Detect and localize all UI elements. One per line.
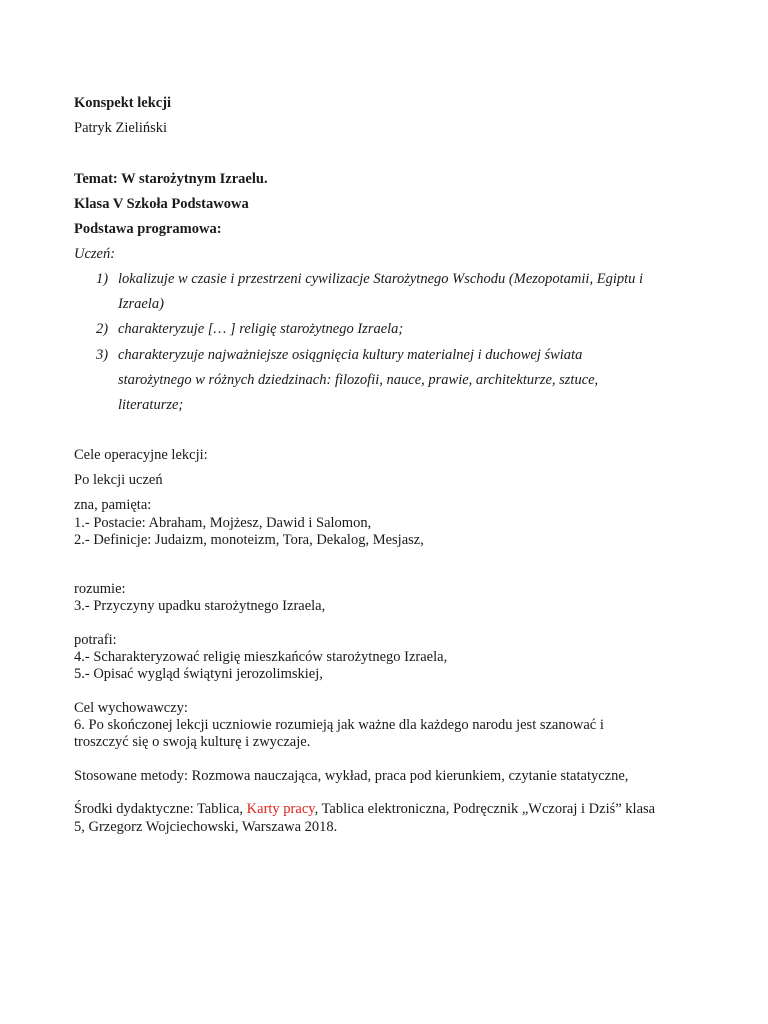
operational-goals-heading: Cele operacyjne lekcji: [74, 447, 208, 463]
objective-line: Izraela) [118, 296, 164, 312]
can-item: 5.- Opisać wygląd świątyni jerozolimskiej, [74, 666, 323, 682]
teaching-means-prefix: Środki dydaktyczne: Tablica, [74, 801, 247, 817]
doc-title: Konspekt lekcji [74, 95, 172, 111]
teaching-means-suffix: , Tablica elektroniczna, Podręcznik „Wczoraj i Dziś” klasa [314, 801, 656, 817]
educational-goal-line: troszczyć się o swoją kulturę i zwyczaje. [74, 734, 311, 750]
teaching-means-line [74, 800, 655, 818]
lesson-topic: Temat: W starożytnym Izraelu. [74, 171, 268, 187]
methods-line: Stosowane metody: Rozmowa nauczająca, wykład, praca pod kierunkiem, czytanie statatyczne, [74, 768, 629, 784]
objective-line: charakteryzuje [… ] religię starożytnego Izraela; [118, 321, 404, 337]
teaching-means-line-2: 5, Grzegorz Wojciechowski, Warszawa 2018. [74, 819, 338, 835]
knows-heading: zna, pamięta: [74, 497, 152, 513]
class-level: Klasa V Szkoła Podstawowa [74, 196, 249, 212]
worksheets-highlight: Karty pracy [246, 801, 315, 817]
understands-item: 3.- Przyczyny upadku starożytnego Izraela, [74, 598, 326, 614]
educational-goal-line: 6. Po skończonej lekcji uczniowie rozumieją jak ważne dla każdego narodu jest szanować i [74, 717, 604, 733]
doc-author: Patryk Zieliński [74, 120, 168, 136]
objective-number: 1) [96, 271, 109, 287]
objective-line: literaturze; [118, 397, 184, 413]
educational-goal-heading: Cel wychowawczy: [74, 700, 188, 716]
curriculum-heading: Podstawa programowa: [74, 221, 222, 237]
can-item: 4.- Scharakteryzować religię mieszkańców starożytnego Izraela, [74, 649, 448, 665]
can-heading: potrafi: [74, 632, 117, 648]
understands-heading: rozumie: [74, 581, 126, 597]
objective-line: starożytnego w różnych dziedzinach: filozofii, nauce, prawie, architekturze, sztuce, [118, 372, 599, 388]
objective-line: lokalizuje w czasie i przestrzeni cywilizacje Starożytnego Wschodu (Mezopotamii, Egiptu i [118, 271, 644, 287]
knows-item: 2.- Definicje: Judaizm, monoteizm, Tora, Dekalog, Mesjasz, [74, 532, 424, 548]
knows-item: 1.- Postacie: Abraham, Mojżesz, Dawid i Salomon, [74, 515, 372, 531]
student-label: Uczeń: [74, 246, 116, 262]
objective-number: 3) [96, 347, 109, 363]
after-lesson-text: Po lekcji uczeń [74, 472, 163, 488]
objective-line: charakteryzuje najważniejsze osiągnięcia kultury materialnej i duchowej świata [118, 347, 583, 363]
objective-number: 2) [96, 321, 109, 337]
